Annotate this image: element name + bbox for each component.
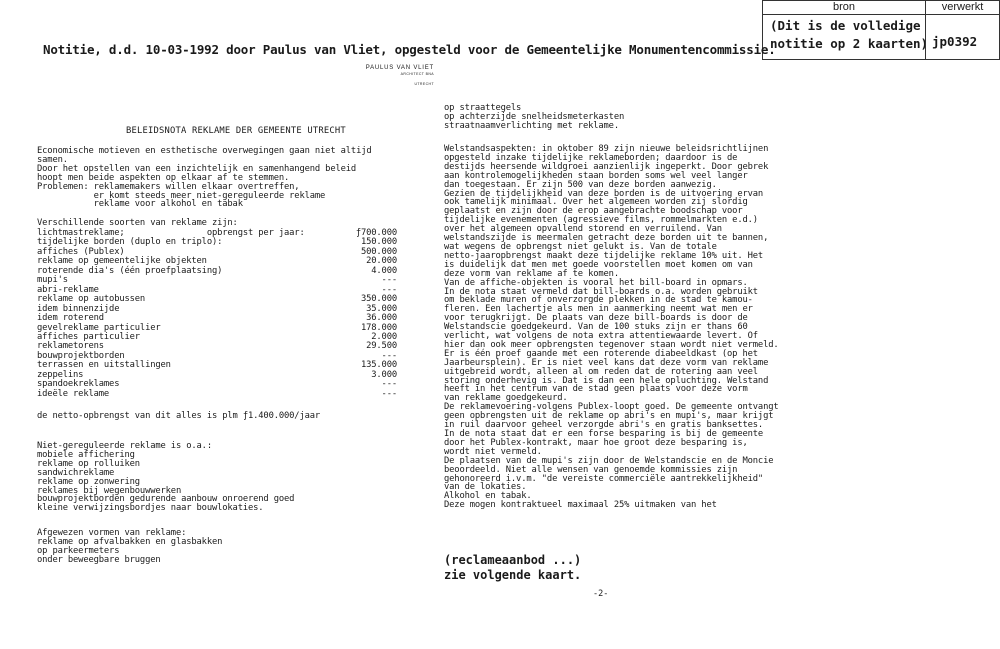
revenue-row <box>37 266 397 275</box>
revenue-row <box>37 228 397 237</box>
revenue-label: reklame op autobussen <box>37 294 146 305</box>
revenue-row <box>37 237 397 246</box>
register-table <box>762 0 1000 60</box>
revenue-label: spandoekreklames <box>37 379 120 390</box>
revenue-value: --- <box>381 275 397 286</box>
revenue-row <box>37 389 397 398</box>
revenue-value: --- <box>381 379 397 390</box>
revenue-value: 350.000 <box>360 294 397 305</box>
revenue-value: --- <box>381 350 397 361</box>
page-number: -2- <box>593 589 609 599</box>
revenue-value: 35.000 <box>366 303 397 314</box>
card-header-title: Notitie, d.d. 10-03-1992 door Paulus van Vliet, opgesteld voor de Gemeentelijke Monumentencommissie. <box>43 42 776 57</box>
revenue-label: mupi's <box>37 275 68 286</box>
revenue-row <box>37 323 397 332</box>
revenue-value: 20.000 <box>366 256 397 267</box>
revenue-label: reklame op gemeentelijke objekten <box>37 256 207 267</box>
letterhead-city: UTRECHT <box>414 82 434 86</box>
revenue-label: tijdelijke borden (duplo en triplo): <box>37 237 223 248</box>
register-header-bron: bron <box>762 0 926 15</box>
letterhead-name: PAULUS VAN VLIET <box>365 65 434 71</box>
revenue-total: de netto-opbrengst van dit alles is plm ƒ1.400.000/jaar <box>37 411 321 421</box>
register-cell-verwerkt <box>925 14 1000 60</box>
revenue-value: 150.000 <box>360 237 397 248</box>
revenue-row <box>37 379 397 388</box>
revenue-label: lichtmastreklame; opbrengst per jaar: <box>37 228 305 238</box>
revenue-value: --- <box>381 284 397 295</box>
revenue-label: zeppelins <box>37 369 84 380</box>
revenue-row <box>37 341 397 350</box>
revenue-label: bouwprojektborden <box>37 350 125 361</box>
revenue-heading: Verschillende soorten van reklame zijn: <box>37 218 238 228</box>
letterhead-profession: ARCHITECT BNA <box>400 72 434 76</box>
revenue-label: terrassen en uitstallingen <box>37 360 171 371</box>
rejected-advertising-continued: op straattegels op achterzijde snelheidsmeterkasten straatnaamverlichting met reklame. <box>444 103 625 131</box>
revenue-label: abri-reklame <box>37 284 99 295</box>
revenue-label: idem roterend <box>37 313 104 324</box>
revenue-value: ƒ700.000 <box>355 228 397 238</box>
revenue-value: 500.000 <box>360 246 397 257</box>
revenue-row <box>37 256 397 265</box>
revenue-row <box>37 370 397 379</box>
revenue-label: reklametorens <box>37 341 104 352</box>
revenue-row <box>37 332 397 341</box>
revenue-value: --- <box>381 388 397 399</box>
revenue-value: 36.000 <box>366 313 397 324</box>
revenue-value: 4.000 <box>371 265 397 276</box>
letterhead <box>344 65 434 86</box>
revenue-value: 135.000 <box>360 360 397 371</box>
verwerkt-code: jp0392 <box>932 34 978 49</box>
revenue-label: affiches (Publex) <box>37 246 125 257</box>
revenue-value: 29.500 <box>366 341 397 352</box>
register-cell-bron <box>762 14 929 60</box>
memo-title: BELEIDSNOTA REKLAME DER GEMEENTE UTRECHT <box>126 126 346 136</box>
welstand-aspects-text: Welstandsaspekten: in oktober 89 zijn nieuwe beleidsrichtlijnen opgesteld inzake tijdelijke reklameborden; daardoor is de destijds heersende wildgroei aanzienlijk ingeperkt. Door gebrek aan kontrolemogelijkheden staan borden soms wel veel langer dan toegestaan. Er zijn 500 van deze borden aanwezig. Gezien de tijdelijkheid van deze borden is de uitvoering ervan ook tamelijk minimaal. Over het algemeen worden zij slordig geplaatst en zijn door de erop aangebrachte boodschap voor tijdelijke evenementen (agressieve films, rommelmarkten e.d.) over het algemeen opvallend storend en verruilend. Van welstandszijde is meermalen getracht deze borden uit te bannen, wat wegens de opbrengst niet gelukt is. Van de totale netto-jaaropbrengst maakt deze tijdelijke reklame 10% uit. Het is duidelijk dat men met goede voorstellen moet komen om van deze vorm van reklame af te komen. Van de affiche-objekten is vooral het bill-board in opmars. In de nota staat vermeld dat bill-boards o.a. worden gebruikt om beklade muren of onverzorgde plekken in de stad te kamou- fleren. Een lachertje als men in aanmerking neemt wat men er voor terugkrijgt. De plaats van deze bill-boards is door de Welstandscie goedgekeurd. Van de 100 stuks zijn er thans 60 verlicht, wat volgens de nota extra attentiewaarde levert. Of hier dan ook meer opbrengsten tegenover staan wordt niet vermeld. Er is één proef gaande met een roterende diabeeldkast (op het Jaarbeursplein). Er is niet veel kans dat deze vorm van reklame uitgebreid wordt, alleen al om reden dat de rotering aan veel storing onderhevig is. Dat is dan een hele opluchting. Welstand heeft in het centrum van de stad geen plaats voor deze vorm van reklame goedgekeurd. De reklamevoering-volgens Publex-loopt goed. De gemeente ontvangt geen opbrengsten uit de reklame op abri's en mupi's, maar krijgt in ruil daarvoor geheel verzorgde abri's en gratis banksettes. In de nota staat dat er een forse besparing is bij de gemeente door het Publex-kontrakt, maar hoe groot deze besparing is, wordt niet vermeld. De plaatsen van de mupi's zijn door de Welstandscie en de Moncie beoordeeld. Niet alle wensen van genoemde kommissies zijn gehonoreerd i.v.m. "de vereiste commerciële aantrekkelijkheid" van de lokaties. Alkohol en tabak. Deze mogen kontraktueel maximaal 25% uitmaken van het <box>444 144 779 511</box>
revenue-value: 2.000 <box>371 331 397 342</box>
revenue-label: gevelreklame particulier <box>37 322 161 333</box>
unregulated-advertising-list: Niet-gereguleerde reklame is o.a.: mobiele affichering reklame op rolluiken sandwichreklame reklame op zonwering reklames bij wegenbouwwerken bouwprojektborden gedurende aanbouw onroerend goed kleine verwijzingsbordjes naar bouwlokaties. <box>37 441 295 514</box>
revenue-label: ideële reklame <box>37 388 110 399</box>
revenue-row <box>37 304 397 313</box>
revenue-label: roterende dia's (één proefplaatsing) <box>37 265 223 276</box>
revenue-row <box>37 294 397 303</box>
revenue-row <box>37 313 397 322</box>
rejected-advertising-list: Afgewezen vormen van reklame: reklame op afvalbakken en glasbakken op parkeermeters onder beweegbare bruggen <box>37 528 223 565</box>
continuation-note: (reclameaanbod ...) zie volgende kaart. <box>444 553 582 582</box>
revenue-row <box>37 275 397 284</box>
bron-note: (Dit is de volledige notitie op 2 kaarten) <box>770 18 929 51</box>
revenue-label: idem binnenzijde <box>37 303 120 314</box>
revenue-value: 3.000 <box>371 369 397 380</box>
revenue-value: 178.000 <box>360 322 397 333</box>
revenue-row <box>37 360 397 369</box>
register-header-verwerkt: verwerkt <box>925 0 1000 15</box>
revenue-row <box>37 351 397 360</box>
revenue-row <box>37 285 397 294</box>
memo-intro-text: Economische motieven en esthetische overwegingen gaan niet altijd samen. Door het opstellen van een inzichtelijk en samenhangend beleid hoopt men beide aspekten op elkaar af te stemmen. Problemen: reklamemakers willen elkaar overtreffen, er komt steeds meer niet-gereguleerde reklame reklame voor alkohol en tabak <box>37 146 372 210</box>
revenue-label: affiches particulier <box>37 331 140 342</box>
revenue-row <box>37 247 397 256</box>
